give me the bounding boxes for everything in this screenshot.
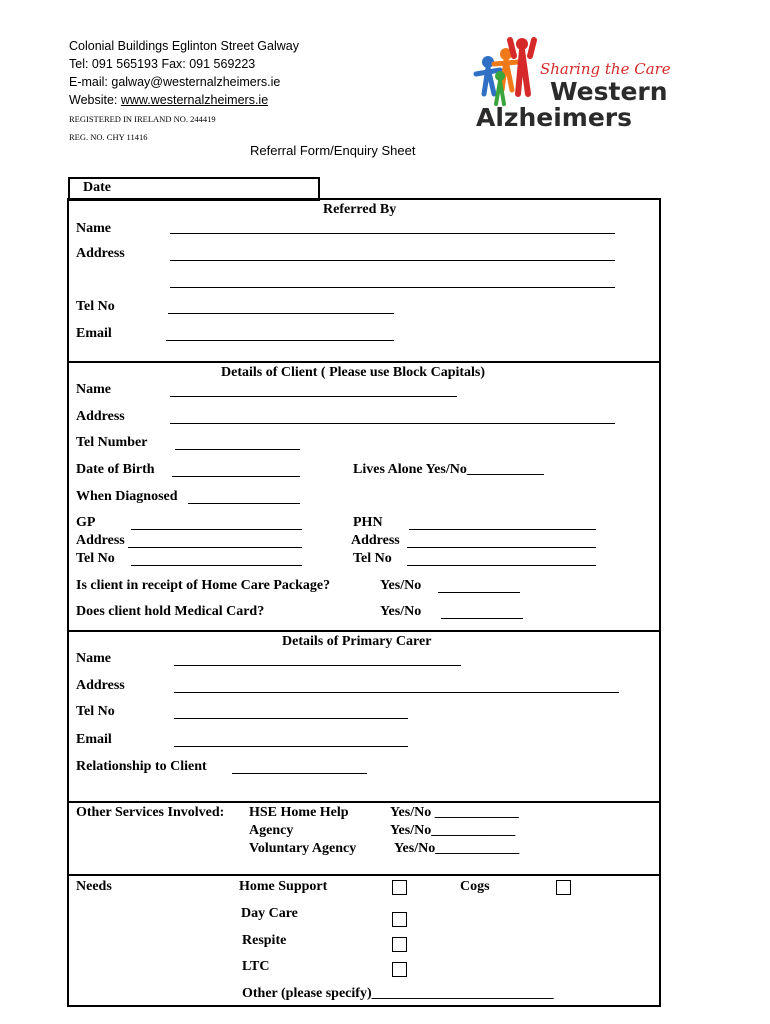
need-other-field[interactable]: Other (please specify)__________________________ (242, 986, 554, 1001)
referrer-address-label: Address (76, 246, 125, 261)
service-voluntary-answer[interactable]: Yes/No____________ (394, 841, 520, 856)
referrer-email-field[interactable] (166, 340, 394, 341)
carer-email-field[interactable] (174, 746, 408, 747)
phn-address-field[interactable] (407, 547, 596, 548)
gp-tel-label: Tel No (76, 551, 115, 566)
logo-tagline: Sharing the Care (540, 60, 671, 78)
gp-tel-field[interactable] (131, 565, 302, 566)
gp-address-field[interactable] (128, 547, 302, 548)
service-agency: Agency (249, 823, 294, 838)
cogs-checkbox[interactable] (556, 880, 571, 895)
service-hse-answer[interactable]: Yes/No ____________ (390, 805, 519, 820)
carer-email-label: Email (76, 732, 112, 747)
referrer-address-field[interactable] (170, 260, 615, 261)
carer-name-label: Name (76, 651, 111, 666)
need-ltc-label: LTC (242, 959, 270, 974)
client-dob-label: Date of Birth (76, 462, 155, 477)
carer-tel-field[interactable] (174, 718, 408, 719)
client-dob-field[interactable] (172, 476, 300, 477)
service-hse-home-help: HSE Home Help (249, 805, 349, 820)
phn-tel-field[interactable] (407, 565, 596, 566)
phn-label: PHN (353, 515, 383, 530)
western-alzheimers-logo (470, 34, 671, 134)
client-name-field[interactable] (170, 396, 457, 397)
form-title: Referral Form/Enquiry Sheet (250, 143, 416, 158)
gp-field[interactable] (131, 529, 302, 530)
carer-name-field[interactable] (174, 665, 461, 666)
client-tel-label: Tel Number (76, 435, 148, 450)
carer-tel-label: Tel No (76, 704, 115, 719)
lives-alone-field[interactable]: Lives Alone Yes/No___________ (353, 462, 544, 477)
logo-word-western: Western (550, 77, 668, 106)
carer-address-label: Address (76, 678, 125, 693)
org-email: E-mail: galway@westernalzheimers.ie (69, 75, 281, 89)
section-divider (67, 874, 659, 876)
referrer-tel-label: Tel No (76, 299, 115, 314)
referrer-name-field[interactable] (170, 233, 615, 234)
service-agency-answer[interactable]: Yes/No____________ (390, 823, 516, 838)
referrer-address-field-2[interactable] (170, 287, 615, 288)
phn-address-label: Address (351, 533, 400, 548)
section-divider (67, 361, 659, 363)
need-respite-label: Respite (242, 933, 287, 948)
home-care-answer-label: Yes/No (380, 578, 422, 593)
respite-checkbox[interactable] (392, 937, 407, 952)
medical-card-answer-field[interactable] (441, 618, 523, 619)
client-address-label: Address (76, 409, 125, 424)
section-divider (67, 630, 659, 632)
carer-relationship-field[interactable] (232, 773, 367, 774)
section-divider (67, 801, 659, 803)
website-label: Website: (69, 93, 121, 107)
need-home-support-label: Home Support (239, 879, 328, 894)
home-support-checkbox[interactable] (392, 880, 407, 895)
ltc-checkbox[interactable] (392, 962, 407, 977)
home-care-question: Is client in receipt of Home Care Package? (76, 578, 331, 593)
carer-address-field[interactable] (174, 692, 619, 693)
org-website-line (69, 92, 268, 108)
form-border (67, 198, 661, 1007)
charity-number: REG. NO. CHY 11416 (69, 132, 148, 142)
medical-card-question: Does client hold Medical Card? (76, 604, 265, 619)
phn-tel-label: Tel No (353, 551, 392, 566)
org-address: Colonial Buildings Eglinton Street Galway (69, 39, 299, 53)
gp-label: GP (76, 515, 96, 530)
registered-number: REGISTERED IN IRELAND NO. 244419 (69, 114, 216, 124)
medical-card-answer-label: Yes/No (380, 604, 422, 619)
referrer-email-label: Email (76, 326, 112, 341)
date-label: Date (83, 180, 111, 195)
diagnosed-field[interactable] (188, 503, 300, 504)
referred-by-heading: Referred By (323, 202, 397, 217)
need-day-care-label: Day Care (241, 906, 298, 921)
service-voluntary-agency: Voluntary Agency (249, 841, 357, 856)
home-care-answer-field[interactable] (438, 592, 520, 593)
website-link[interactable]: www.westernalzheimers.ie (120, 93, 269, 107)
services-label: Other Services Involved: (76, 805, 225, 820)
referrer-tel-field[interactable] (168, 313, 394, 314)
client-address-field[interactable] (170, 423, 615, 424)
client-name-label: Name (76, 382, 111, 397)
needs-label: Needs (76, 879, 112, 894)
carer-relationship-label: Relationship to Client (76, 759, 207, 774)
referrer-name-label: Name (76, 221, 111, 236)
logo-word-alzheimers: Alzheimers (476, 103, 633, 132)
phn-field[interactable] (409, 529, 596, 530)
day-care-checkbox[interactable] (392, 912, 407, 927)
diagnosed-label: When Diagnosed (76, 489, 178, 504)
carer-heading: Details of Primary Carer (282, 634, 432, 649)
client-heading: Details of Client ( Please use Block Capitals) (221, 365, 486, 380)
need-cogs-label: Cogs (460, 879, 490, 894)
org-phone: Tel: 091 565193 Fax: 091 569223 (69, 57, 256, 71)
gp-address-label: Address (76, 533, 125, 548)
client-tel-field[interactable] (175, 449, 300, 450)
